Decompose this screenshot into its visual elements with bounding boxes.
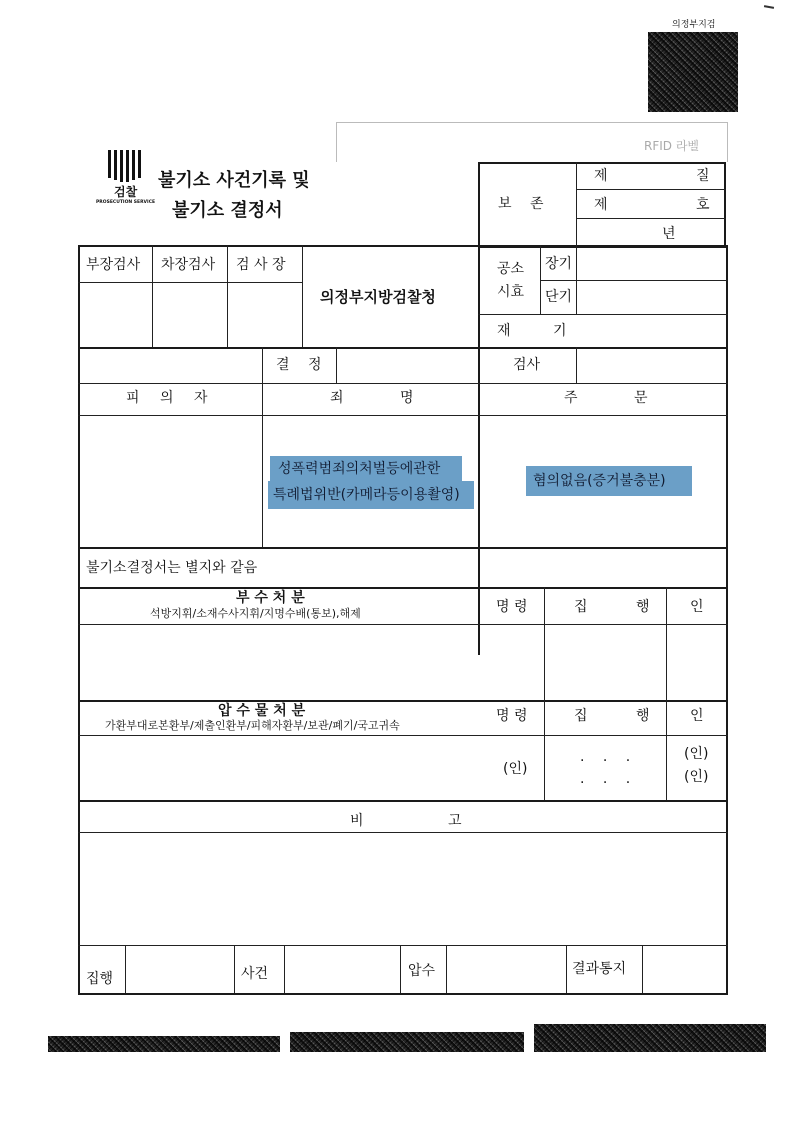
statute-label-2: 시효 [497,284,525,300]
corner-mark [764,5,774,9]
seized-sub: 가환부대로본환부/제출인환부/피해자환부/보관/폐기/국고귀속 [105,719,400,732]
prosecutor-label: 검사 [513,357,541,373]
office-name: 의정부지방검찰청 [320,288,436,306]
logo [96,150,156,210]
footer-result-notice: 결과통지 [572,961,627,977]
reinvestigation: 재 기 [497,323,567,339]
bottom-barcode-3 [534,1024,766,1052]
seized-seal-3: (인) [684,769,709,785]
seized-seal-2: (인) [684,746,709,762]
approver-head-2: 차장검사 [161,257,216,273]
preservation-row-1: 제 질 [594,168,710,184]
charge-text-1: 성폭력범죄의처벌등에관한 [278,461,441,477]
attached-title: 부 수 처 분 [236,590,305,606]
logo-subtitle: PROSECUTION SERVICE [96,200,156,205]
attached-sub: 석방지휘/소재수사지휘/지명수배(통보),해제 [150,607,361,620]
preservation-row-2: 제 호 [594,197,710,213]
attached-seal: 인 [690,599,704,615]
seized-dots-1: . . . [580,749,631,765]
footer-seizure: 압수 [408,963,436,979]
stamp-office-label: 의정부지검 [672,20,716,30]
preservation-row-3: 년 [662,226,676,242]
seized-order: 명 령 [496,708,528,724]
header-disposition: 주 문 [564,390,648,406]
stamp-barcode-image [648,32,738,112]
remarks-label: 비 고 [350,813,462,829]
seized-dots-2: . . . [580,771,631,787]
seized-seal: 인 [690,708,704,724]
charge-text-2: 특례법위반(카메라등이용촬영) [273,487,460,503]
statute-long: 장기 [545,256,573,272]
note-line: 불기소결정서는 별지와 같음 [86,560,258,576]
header-charge: 죄 명 [330,390,414,406]
bottom-barcode-2 [290,1032,524,1052]
title-line1: 불기소 사건기록 및 [158,170,310,191]
header-suspect: 피 의 자 [126,390,208,406]
attached-order: 명 령 [496,599,528,615]
approver-head-1: 부장검사 [86,257,141,273]
title-line2: 불기소 결정서 [172,200,283,221]
footer-execution: 집행 [86,971,114,987]
seized-title: 압 수 물 처 분 [218,703,306,719]
statute-label-1: 공소 [497,261,525,277]
logo-wordmark: 검찰 [114,185,138,199]
disposition-text: 혐의없음(증거불충분) [533,473,666,489]
approver-head-3: 검 사 장 [236,257,286,273]
seized-execution: 집 행 [574,708,650,724]
decision-label: 결 정 [276,357,322,373]
attached-execution: 집 행 [574,599,650,615]
statute-short: 단기 [545,289,573,305]
seized-order-seal: (인) [503,761,528,777]
bottom-barcode-1 [48,1036,280,1052]
preservation-label: 보 존 [498,196,544,212]
rfid-label: RFID 라벨 [644,139,700,153]
footer-case: 사건 [241,966,269,982]
